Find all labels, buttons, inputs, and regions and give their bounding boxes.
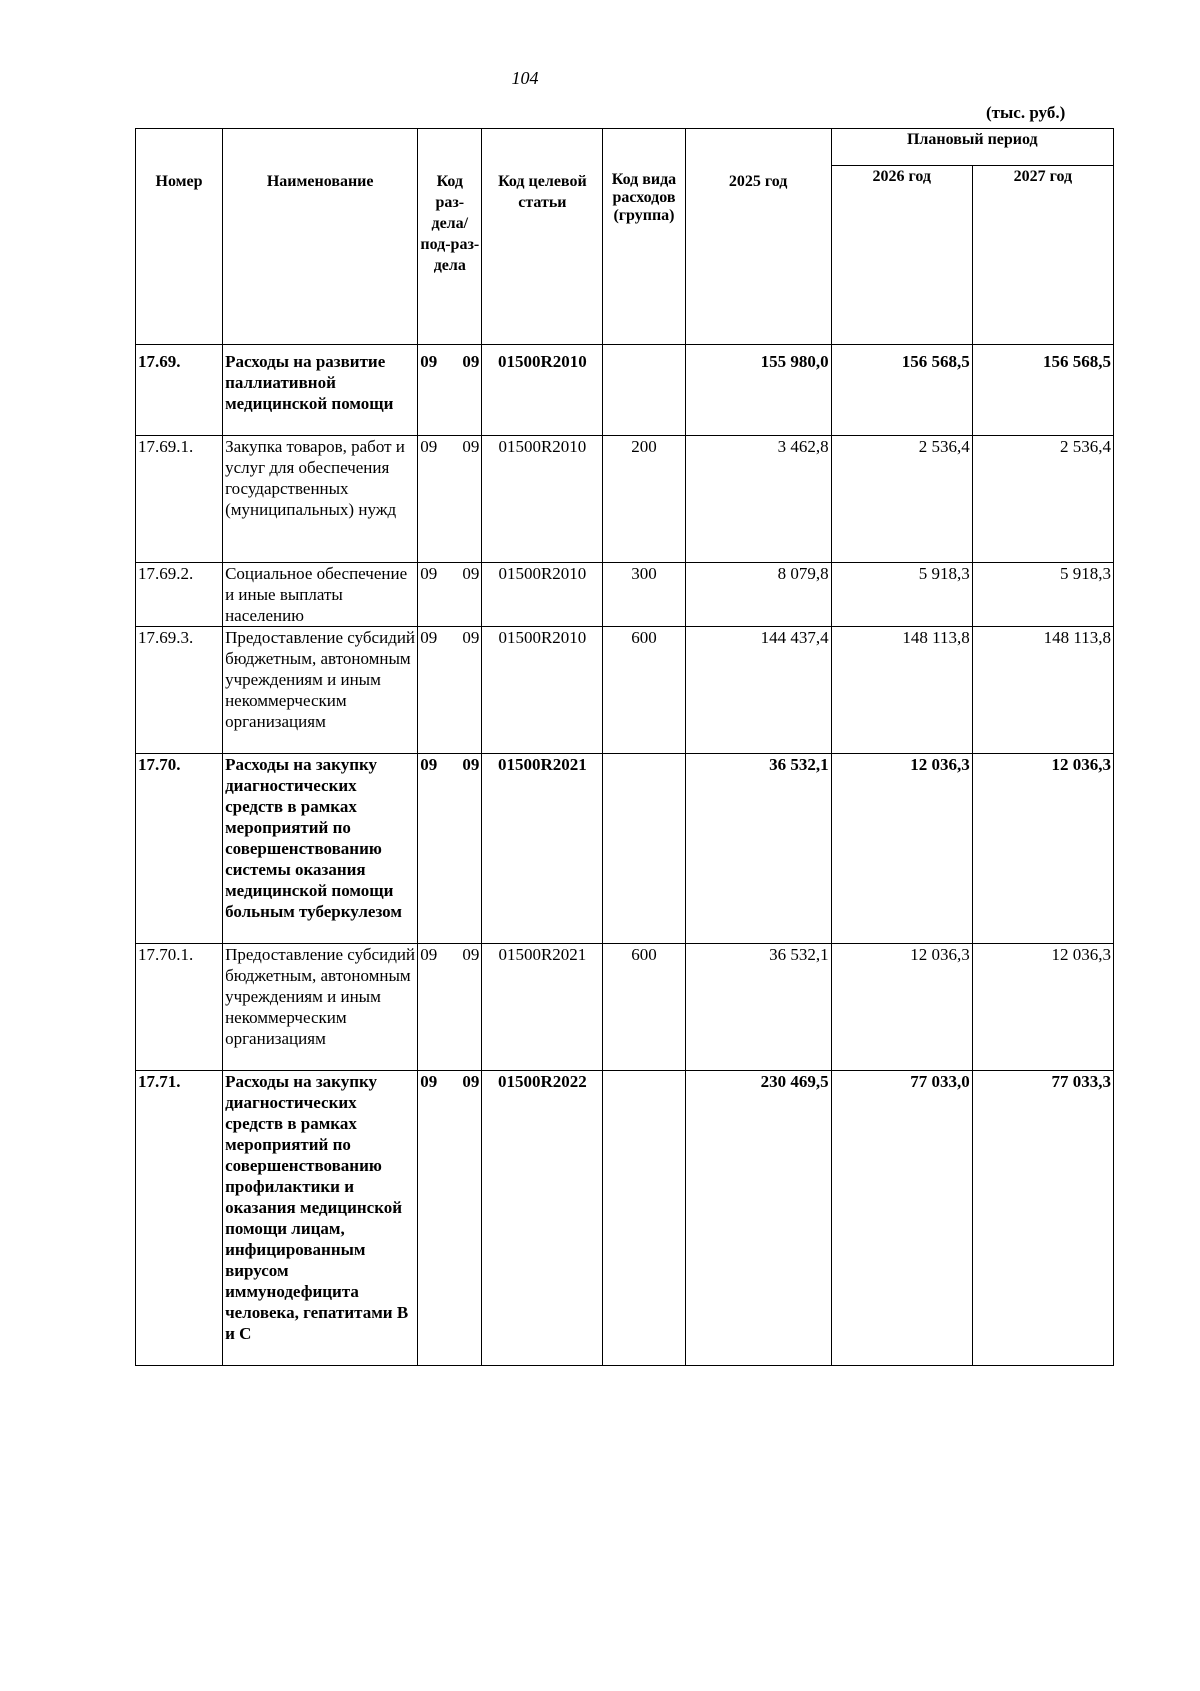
row-number: 17.69.2. bbox=[136, 563, 223, 627]
row-amount-2025: 8 079,8 bbox=[685, 563, 831, 627]
row-target-code: 01500R2010 bbox=[482, 436, 603, 563]
row-section: 09 bbox=[420, 564, 438, 583]
row-amount-2027: 12 036,3 bbox=[972, 944, 1113, 1071]
row-name: Социальное обеспечение и иные выплаты населению bbox=[223, 563, 418, 627]
row-section: 09 bbox=[420, 437, 438, 456]
row-target-code: 01500R2010 bbox=[482, 563, 603, 627]
row-amount-2025: 36 532,1 bbox=[685, 944, 831, 1071]
row-number: 17.69. bbox=[136, 345, 223, 436]
table-row bbox=[136, 754, 1114, 944]
row-subsection: 09 bbox=[462, 437, 480, 456]
header-name: Наименование bbox=[223, 129, 418, 345]
row-target-code: 01500R2021 bbox=[482, 754, 603, 944]
header-planned-period: Плановый период bbox=[831, 129, 1113, 166]
row-subsection: 09 bbox=[462, 755, 480, 774]
row-amount-2026: 12 036,3 bbox=[831, 754, 972, 944]
row-expense-group bbox=[603, 1071, 685, 1366]
header-number: Номер bbox=[136, 129, 223, 345]
row-target-code: 01500R2010 bbox=[482, 345, 603, 436]
row-amount-2027: 5 918,3 bbox=[972, 563, 1113, 627]
table-row bbox=[136, 944, 1114, 1071]
row-expense-group: 200 bbox=[603, 436, 685, 563]
page-number: 104 bbox=[511, 68, 539, 88]
row-subsection: 09 bbox=[462, 945, 480, 964]
row-section: 09 bbox=[420, 352, 438, 371]
row-amount-2027: 77 033,3 bbox=[972, 1071, 1113, 1366]
row-subsection: 09 bbox=[462, 1072, 480, 1091]
row-expense-group bbox=[603, 754, 685, 944]
row-section-code bbox=[418, 944, 482, 1071]
row-section-code bbox=[418, 436, 482, 563]
row-amount-2026: 5 918,3 bbox=[831, 563, 972, 627]
row-section-code bbox=[418, 627, 482, 754]
row-amount-2027: 156 568,5 bbox=[972, 345, 1113, 436]
row-amount-2026: 148 113,8 bbox=[831, 627, 972, 754]
row-number: 17.69.1. bbox=[136, 436, 223, 563]
row-target-code: 01500R2010 bbox=[482, 627, 603, 754]
row-name: Расходы на закупку диагностических средств в рамках мероприятий по совершенствованию системы оказания медицинской помощи больным туберкулезом bbox=[223, 754, 418, 944]
row-name: Закупка товаров, работ и услуг для обеспечения государственных (муниципальных) нужд bbox=[223, 436, 418, 563]
budget-table bbox=[135, 128, 1114, 1366]
row-section-code bbox=[418, 563, 482, 627]
row-amount-2025: 36 532,1 bbox=[685, 754, 831, 944]
row-section-code bbox=[418, 754, 482, 944]
row-name: Расходы на закупку диагностических средств в рамках мероприятий по совершенствованию профилактики и оказания медицинской помощи лицам, инфицированным вирусом иммунодефицита человека, гепатитами B и C bbox=[223, 1071, 418, 1366]
row-target-code: 01500R2022 bbox=[482, 1071, 603, 1366]
row-amount-2026: 77 033,0 bbox=[831, 1071, 972, 1366]
row-number: 17.70.1. bbox=[136, 944, 223, 1071]
row-section: 09 bbox=[420, 945, 438, 964]
table-row bbox=[136, 627, 1114, 754]
row-expense-group: 600 bbox=[603, 944, 685, 1071]
header-expense-type-code: Код вида расходов (группа) bbox=[603, 129, 685, 345]
row-subsection: 09 bbox=[462, 564, 480, 583]
row-amount-2026: 12 036,3 bbox=[831, 944, 972, 1071]
row-number: 17.71. bbox=[136, 1071, 223, 1366]
row-subsection: 09 bbox=[462, 352, 480, 371]
table-row bbox=[136, 436, 1114, 563]
table-row bbox=[136, 345, 1114, 436]
row-section: 09 bbox=[420, 755, 438, 774]
row-amount-2027: 148 113,8 bbox=[972, 627, 1113, 754]
row-section-code bbox=[418, 1071, 482, 1366]
row-amount-2027: 2 536,4 bbox=[972, 436, 1113, 563]
row-expense-group: 600 bbox=[603, 627, 685, 754]
row-name: Предоставление субсидий бюджетным, автономным учреждениям и иным некоммерческим организациям bbox=[223, 944, 418, 1071]
row-expense-group bbox=[603, 345, 685, 436]
row-amount-2025: 3 462,8 bbox=[685, 436, 831, 563]
table-row bbox=[136, 1071, 1114, 1366]
units-label: (тыс. руб.) bbox=[986, 103, 1066, 122]
header-year-2025: 2025 год bbox=[685, 129, 831, 345]
row-subsection: 09 bbox=[462, 628, 480, 647]
header-section-code: Код раз-дела/ под-раз-дела bbox=[418, 129, 482, 345]
row-expense-group: 300 bbox=[603, 563, 685, 627]
row-amount-2025: 230 469,5 bbox=[685, 1071, 831, 1366]
row-amount-2027: 12 036,3 bbox=[972, 754, 1113, 944]
row-section: 09 bbox=[420, 628, 438, 647]
row-name: Расходы на развитие паллиативной медицинской помощи bbox=[223, 345, 418, 436]
row-target-code: 01500R2021 bbox=[482, 944, 603, 1071]
row-amount-2025: 144 437,4 bbox=[685, 627, 831, 754]
row-section-code bbox=[418, 345, 482, 436]
row-name: Предоставление субсидий бюджетным, автономным учреждениям и иным некоммерческим организациям bbox=[223, 627, 418, 754]
row-number: 17.70. bbox=[136, 754, 223, 944]
header-target-code: Код целевой статьи bbox=[482, 129, 603, 345]
row-amount-2026: 156 568,5 bbox=[831, 345, 972, 436]
row-amount-2025: 155 980,0 bbox=[685, 345, 831, 436]
table-row bbox=[136, 563, 1114, 627]
header-year-2027: 2027 год bbox=[972, 166, 1113, 345]
header-year-2026: 2026 год bbox=[831, 166, 972, 345]
row-section: 09 bbox=[420, 1072, 438, 1091]
row-number: 17.69.3. bbox=[136, 627, 223, 754]
row-amount-2026: 2 536,4 bbox=[831, 436, 972, 563]
